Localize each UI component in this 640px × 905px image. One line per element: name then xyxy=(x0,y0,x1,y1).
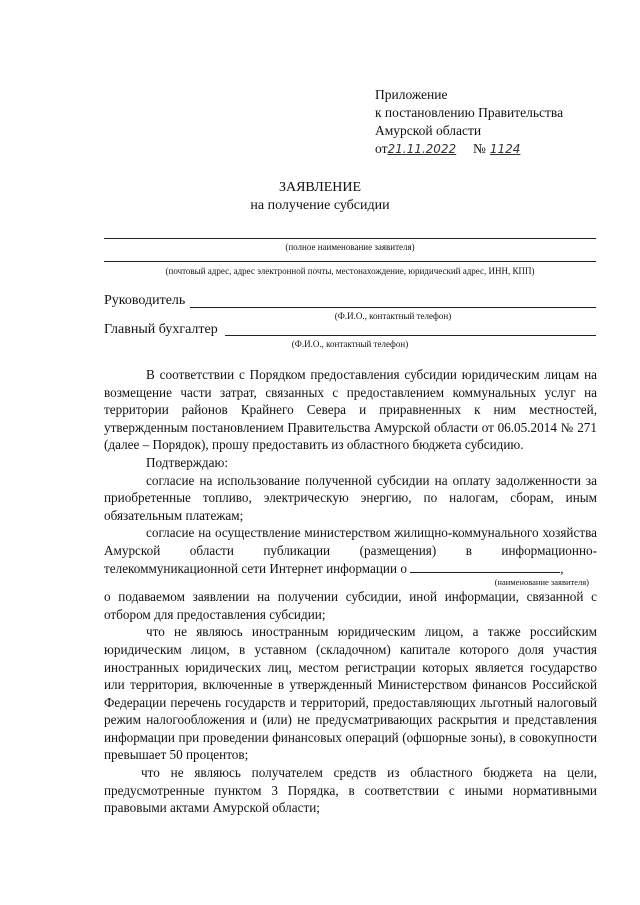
publication-text: согласие на осуществление министерством жилищно-коммунального хозяйства Амурской области публикации (размещения) в информационно-телекоммуникационной сети Интернет информации о xyxy=(104,525,597,576)
applicant-name-line[interactable] xyxy=(104,238,596,239)
paragraph-consent-publication xyxy=(104,524,597,577)
accountant-label: Главный бухгалтер xyxy=(104,322,218,337)
header-decree: к постановлению Правительства xyxy=(375,105,564,120)
paragraph-consent-subsidy-use: согласие на использование полученной субсидии на оплату задолженности за приобретенные топливо, электрическую энергию, по налогам, сборам, иным обязательным платежам; xyxy=(104,472,597,523)
applicant-name-caption: (полное наименование заявителя) xyxy=(285,242,415,252)
handwritten-number: 1124 xyxy=(489,142,521,156)
head-label: Руководитель xyxy=(104,293,186,308)
applicant-address-caption: (почтовый адрес, адрес электронной почты, местонахождение, юридический адрес, ИНН, КПП) xyxy=(165,266,535,276)
head-field-line[interactable] xyxy=(190,307,596,308)
head-caption: (Ф.И.О., контактный телефон) xyxy=(334,311,452,321)
applicant-name-blank-caption: (наименование заявителя) xyxy=(494,577,589,588)
publication-tail: , xyxy=(560,560,564,576)
paragraph-confirm-heading: Подтверждаю: xyxy=(146,454,228,470)
header-region: Амурской области xyxy=(375,123,482,138)
paragraph-request: В соответствии с Порядком предоставления субсидии юридическим лицам на возмещение части затрат, связанных с предоставлением коммунальных услуг на территории районов Крайнего Севера и приравненных к ним местностей, утвержденным постановлением Правительства Амурской области от 06.05.2014 № 271 (далее – Порядок), прошу предоставить из областного бюджета субсидию. xyxy=(104,367,597,453)
document-title: ЗАЯВЛЕНИЕ xyxy=(278,180,362,195)
date-prefix: от xyxy=(375,141,388,156)
handwritten-date: 21.11.2022 xyxy=(387,142,457,156)
body-text xyxy=(104,366,597,817)
accountant-field-line[interactable] xyxy=(225,335,596,336)
paragraph-not-recipient: что не являюсь получателем средств из областного бюджета на цели, предусмотренные пунктом 3 Порядка, в соответствии с иными нормативными правовыми актами Амурской области; xyxy=(104,765,597,816)
paragraph-application-info: о подаваемом заявлении на получении субсидии, иной информации, связанной с отбором для предоставления субсидии; xyxy=(104,589,597,622)
header-appendix: Приложение xyxy=(375,87,448,102)
number-prefix: № xyxy=(472,141,486,156)
header-date-line xyxy=(375,140,520,158)
accountant-caption: (Ф.И.О., контактный телефон) xyxy=(291,339,409,349)
paragraph-not-foreign: что не являюсь иностранным юридическим лицом, а также российским юридическим лицом, в уставном (складочном) капитале которого доля участия иностранных юридических лиц, местом регистрации которых является государство или территория, включенные в утвержденный Министерством финансов Российской Федерации перечень государств и территорий, предоставляющих льготный налоговый режим налогообложения и (или) не предусматривающих раскрытия и представления информации при проведении финансовых операций (офшорные зоны), в совокупности превышает 50 процентов; xyxy=(104,624,597,763)
applicant-name-blank[interactable] xyxy=(410,560,560,573)
applicant-address-line[interactable] xyxy=(104,261,596,262)
document-subtitle: на получение субсидии xyxy=(250,198,390,213)
